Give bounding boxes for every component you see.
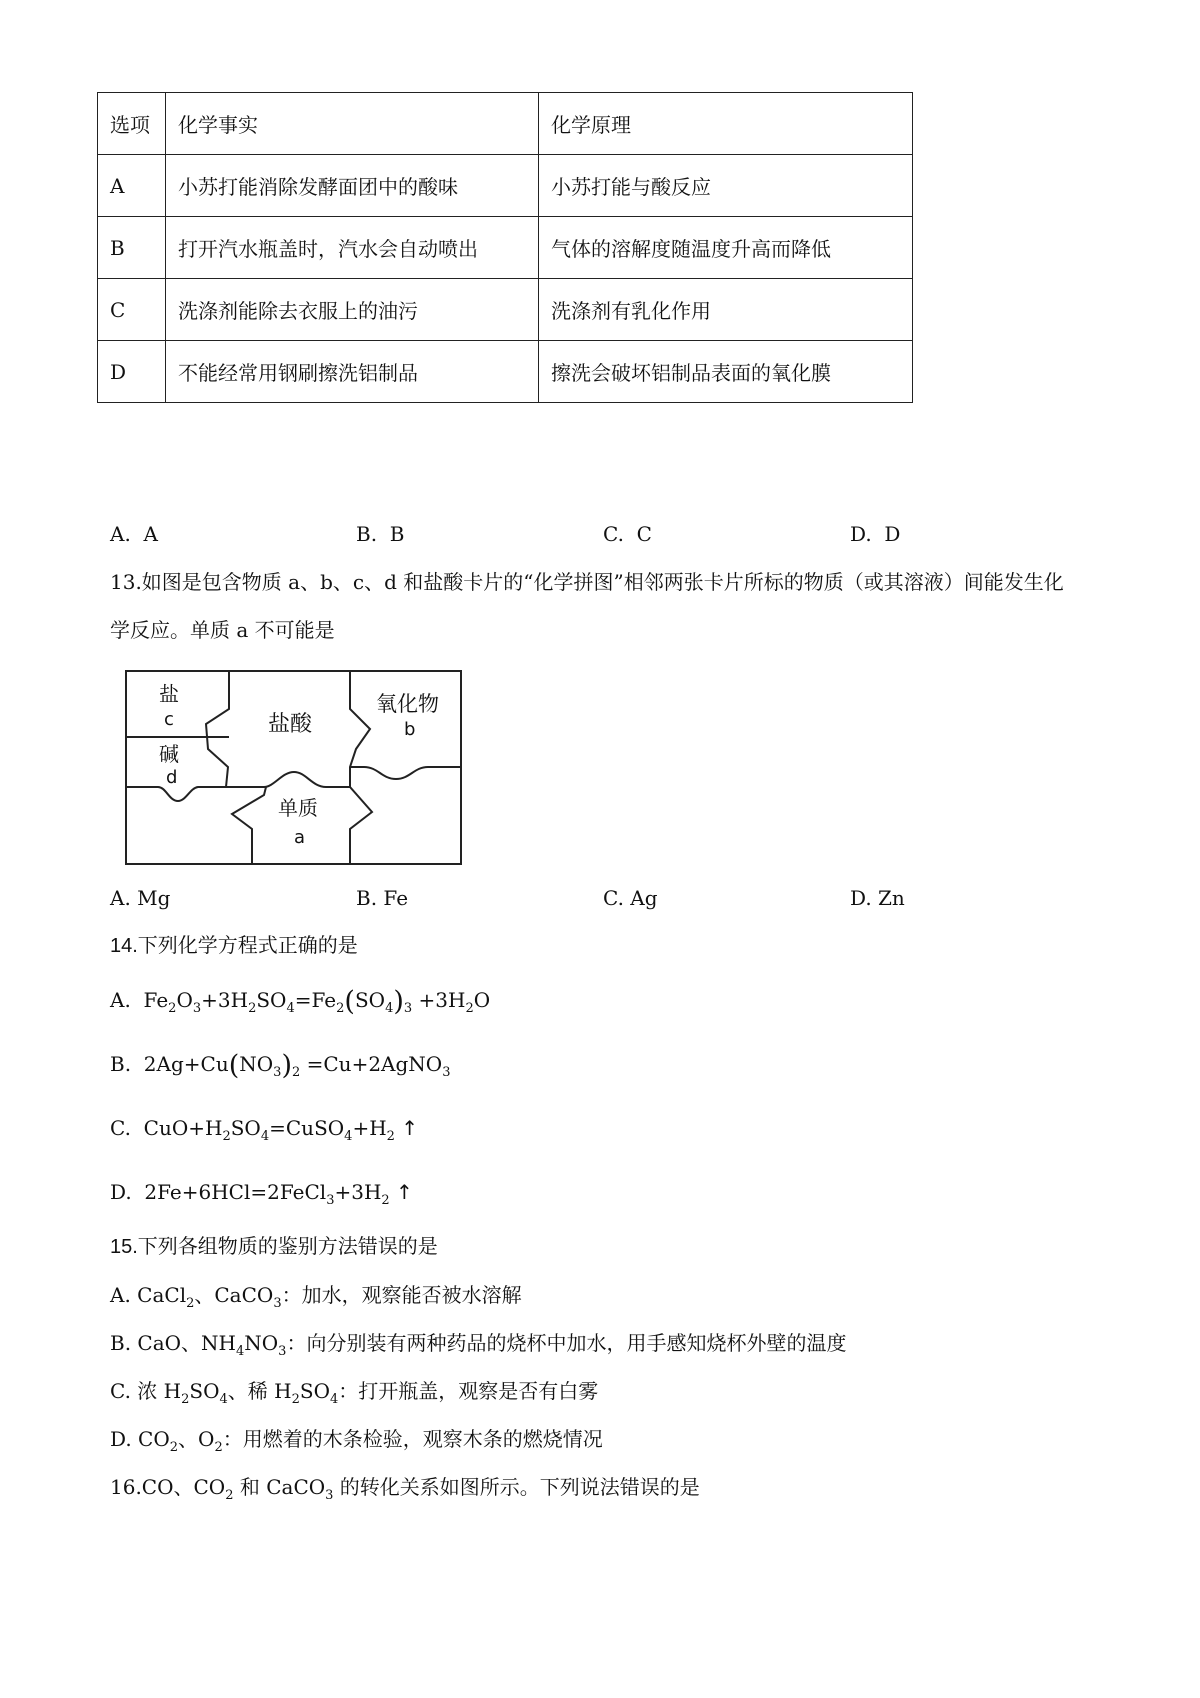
option-letter: A. <box>110 988 131 1012</box>
row-option: A <box>98 155 166 217</box>
row-option: D <box>98 341 166 403</box>
q12-option-b <box>356 520 404 548</box>
table-row <box>98 341 913 403</box>
row-fact: 打开汽水瓶盖时，汽水会自动喷出 <box>166 217 539 279</box>
q14-stem: 14.下列化学方程式正确的是 <box>110 935 358 957</box>
puzzle-label-base: 碱 <box>159 742 179 766</box>
option-text: C <box>636 522 652 546</box>
q12-option-d <box>850 520 900 548</box>
table-row <box>98 217 913 279</box>
option-text: D <box>884 522 901 546</box>
puzzle-label-oxide: 氧化物 <box>376 692 439 716</box>
acid-bottom-edge <box>226 772 350 787</box>
equation-b: $2Ag+Cu(NO_3)_2$ =Cu+2AgNO$_3$ <box>143 1050 451 1081</box>
option-letter: B. <box>110 1052 132 1076</box>
q12-option-a <box>110 520 158 548</box>
header-option: 选项 <box>98 93 166 155</box>
row-principle: 小苏打能与酸反应 <box>539 155 913 217</box>
option-letter: C. <box>603 522 624 546</box>
row-principle: 擦洗会破坏铝制品表面的氧化膜 <box>539 341 913 403</box>
q15-option-a: A. CaCl$_2$、CaCO$_3$：加水，观察能否被水溶解 <box>110 1283 522 1311</box>
puzzle-label-a: a <box>294 827 306 848</box>
row-fact: 洗涤剂能除去衣服上的油污 <box>166 279 539 341</box>
equation-a: $Fe_2O_3+3H_2SO_4=Fe_2(SO_4)_3 +3H_2O$ <box>143 986 491 1017</box>
q16-stem: 16.CO、$CO_2$ 和 CaCO$_3$ 的转化关系如图所示。下列说法错误的是 <box>110 1475 700 1503</box>
q14-option-a <box>110 986 491 1017</box>
q13-option-c: C. Ag <box>603 886 658 910</box>
element-left-edge <box>232 787 266 864</box>
q13-option-a: A. Mg <box>110 886 171 910</box>
q14-option-b <box>110 1050 451 1081</box>
puzzle-label-element: 单质 <box>278 796 318 820</box>
table-header-row <box>98 93 913 155</box>
q12-option-c <box>603 520 652 548</box>
chemistry-facts-table <box>97 92 913 403</box>
oxide-bottom-edge <box>350 767 461 779</box>
q14-option-c <box>110 1114 418 1142</box>
table-row <box>98 279 913 341</box>
q13-option-b: B. Fe <box>356 886 409 910</box>
header-principle: 化学原理 <box>539 93 913 155</box>
option-letter: D. <box>110 1180 132 1204</box>
puzzle-label-acid: 盐酸 <box>268 712 313 737</box>
chemistry-puzzle-diagram <box>124 669 464 869</box>
q15-stem: 15.下列各组物质的鉴别方法错误的是 <box>110 1236 438 1258</box>
q15-option-b: B. CaO、$NH_4NO_3$：向分别装有两种药品的烧杯中加水，用手感知烧杯外壁的温度 <box>110 1331 847 1359</box>
option-letter: B. <box>356 522 378 546</box>
base-bottom-edge <box>126 787 226 801</box>
gas-arrow-icon: ↑ <box>396 1180 413 1204</box>
acid-right-edge <box>350 671 370 787</box>
row-option: C <box>98 279 166 341</box>
q13-option-d: D. Zn <box>850 886 905 910</box>
q15-option-c: C. 浓 $H_2SO_4$、稀 $H_2SO_4$：打开瓶盖，观察是否有白雾 <box>110 1379 599 1407</box>
option-text: B <box>389 522 405 546</box>
equation-d: $2Fe+6HCl=2FeCl_3+3H_2$ ↑ <box>144 1180 413 1208</box>
acid-left-edge <box>206 671 229 787</box>
row-option: B <box>98 217 166 279</box>
puzzle-label-c: c <box>164 709 174 730</box>
option-letter: C. <box>110 1116 131 1140</box>
puzzle-label-b: b <box>404 719 416 740</box>
option-letter: D. <box>850 522 872 546</box>
element-right-edge <box>326 787 372 864</box>
row-fact: 不能经常用钢刷擦洗铝制品 <box>166 341 539 403</box>
puzzle-label-d: d <box>166 767 178 788</box>
row-principle: 洗涤剂有乳化作用 <box>539 279 913 341</box>
q14-option-d <box>110 1178 413 1206</box>
equation-c: $CuO+H_2SO_4=CuSO_4+H_2$ ↑ <box>143 1116 419 1144</box>
q15-option-d: D. $CO_2$、$O_2$：用燃着的木条检验，观察木条的燃烧情况 <box>110 1427 603 1455</box>
header-fact: 化学事实 <box>166 93 539 155</box>
q13-stem-line1: 13.如图是包含物质 a、b、c、d 和盐酸卡片的“化学拼图”相邻两张卡片所标的物质（或其溶液）间能发生化 <box>110 570 1064 594</box>
option-letter: A. <box>110 522 131 546</box>
option-text: A <box>143 522 158 546</box>
puzzle-label-salt: 盐 <box>159 682 179 706</box>
row-principle: 气体的溶解度随温度升高而降低 <box>539 217 913 279</box>
gas-arrow-icon: ↑ <box>401 1116 419 1140</box>
table-row <box>98 155 913 217</box>
q13-stem-line2: 学反应。单质 a 不可能是 <box>110 618 335 642</box>
row-fact: 小苏打能消除发酵面团中的酸味 <box>166 155 539 217</box>
